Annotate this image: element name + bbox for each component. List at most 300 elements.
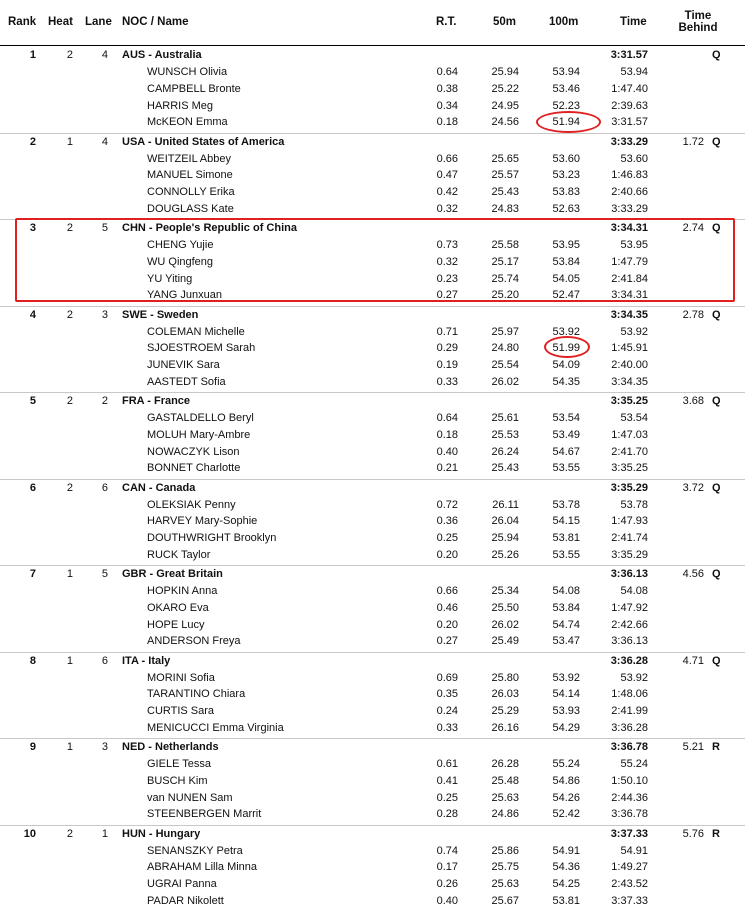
swimmer-m100: 54.14: [552, 688, 580, 701]
swimmer-m100: 54.36: [552, 861, 580, 874]
swimmer-m50: 25.63: [491, 791, 519, 804]
team-time: 3:36.78: [610, 741, 648, 753]
team-rank: 7: [29, 568, 36, 580]
swimmer-rt: 0.32: [436, 255, 458, 268]
swimmer-m100: 53.78: [552, 498, 580, 511]
team-noc: CAN - Canada: [122, 481, 196, 494]
team-time: 3:36.28: [610, 654, 648, 667]
swimmer-rt: 0.64: [436, 412, 458, 424]
swimmer-row: [0, 775, 745, 790]
swimmer-m100: 55.24: [552, 758, 580, 770]
swimmer-row: [0, 895, 745, 910]
team-row: [0, 741, 745, 756]
team-q: R: [712, 827, 720, 840]
team-row: [0, 482, 745, 497]
swimmer-name: CAMPBELL Bronte: [147, 82, 241, 95]
swimmer-m50: 26.02: [491, 618, 519, 631]
swimmer-rt: 0.74: [436, 844, 458, 857]
team-behind: 5.21: [682, 741, 704, 753]
swimmer-time: 2:40.66: [611, 186, 648, 199]
swimmer-m100: 53.46: [552, 82, 580, 95]
swimmer-name: RUCK Taylor: [147, 548, 211, 561]
team-heat: 2: [66, 395, 73, 407]
swimmer-m100: 51.99: [552, 342, 580, 355]
swimmer-time: 53.54: [620, 412, 648, 424]
header-noc-name: NOC / Name: [122, 16, 189, 28]
swimmer-m100: 54.91: [552, 844, 580, 857]
team-block: [0, 306, 745, 393]
swimmer-row: [0, 861, 745, 876]
team-block: [0, 652, 745, 739]
team-rank: 3: [29, 222, 36, 234]
swimmer-name: BUSCH Kim: [147, 774, 208, 787]
swimmer-rt: 0.64: [436, 66, 458, 78]
team-rank: 4: [29, 308, 36, 321]
team-block: [0, 133, 745, 220]
swimmer-m50: 25.61: [491, 412, 519, 424]
swimmer-m100: 53.94: [552, 66, 580, 78]
swimmer-m50: 25.94: [491, 66, 519, 78]
team-lane: 6: [101, 654, 108, 667]
swimmer-rt: 0.25: [436, 532, 458, 545]
swimmer-rt: 0.71: [436, 325, 458, 338]
swimmer-name: MANUEL Simone: [147, 169, 233, 182]
team-time: 3:34.35: [610, 308, 648, 321]
swimmer-name: HARRIS Meg: [147, 99, 214, 112]
team-behind: 5.76: [682, 827, 704, 840]
swimmer-rt: 0.20: [436, 618, 458, 631]
swimmer-row: [0, 758, 745, 773]
team-q: Q: [712, 308, 721, 321]
team-heat: 1: [66, 135, 73, 148]
swimmer-name: GIELE Tessa: [147, 758, 211, 770]
swimmer-m50: 25.20: [491, 289, 519, 302]
swimmer-m50: 24.83: [491, 202, 519, 215]
swimmer-row: [0, 688, 745, 703]
swimmer-rt: 0.66: [436, 152, 458, 165]
swimmer-rt: 0.18: [436, 116, 458, 129]
swimmer-name: YANG Junxuan: [147, 289, 223, 302]
swimmer-time: 2:40.00: [611, 359, 648, 372]
swimmer-m100: 53.49: [552, 428, 580, 441]
swimmer-row: [0, 672, 745, 687]
swimmer-time: 2:41.70: [611, 445, 648, 458]
swimmer-rt: 0.69: [436, 671, 458, 684]
swimmer-time: 2:44.36: [611, 791, 648, 804]
swimmer-m50: 25.75: [491, 861, 519, 874]
swimmer-time: 53.94: [620, 66, 648, 78]
team-heat: 2: [66, 308, 73, 321]
swimmer-m50: 25.17: [491, 255, 519, 268]
swimmer-rt: 0.24: [436, 705, 458, 718]
swimmer-m100: 53.55: [552, 462, 580, 475]
swimmer-m100: 54.86: [552, 774, 580, 787]
swimmer-m50: 25.53: [491, 428, 519, 441]
swimmer-m100: 54.74: [552, 618, 580, 631]
swimmer-m50: 25.74: [491, 272, 519, 285]
swimmer-time: 2:41.74: [611, 532, 648, 545]
header-50m: 50m: [493, 16, 517, 28]
team-q: Q: [712, 568, 721, 580]
swimmer-time: 3:35.25: [611, 462, 648, 475]
swimmer-time: 3:34.35: [611, 375, 648, 388]
swimmer-rt: 0.26: [436, 878, 458, 891]
team-lane: 3: [101, 741, 108, 753]
team-noc: AUS - Australia: [122, 49, 202, 61]
swimmer-name: TARANTINO Chiara: [147, 688, 246, 701]
swimmer-m50: 24.95: [491, 99, 519, 112]
swimmer-name: YU Yiting: [147, 272, 193, 285]
team-rank: 9: [29, 741, 36, 753]
swimmer-time: 54.08: [620, 585, 648, 597]
highlight-box-chn: [15, 218, 735, 302]
swimmer-m100: 54.15: [552, 515, 580, 528]
swimmer-row: [0, 845, 745, 860]
swimmer-rt: 0.46: [436, 601, 458, 614]
swimmer-m100: 53.81: [552, 532, 580, 545]
swimmer-m100: 52.23: [552, 99, 580, 112]
swimmer-name: WU Qingfeng: [147, 255, 214, 268]
swimmer-rt: 0.20: [436, 548, 458, 561]
swimmer-row: [0, 722, 745, 737]
swimmer-name: PADAR Nikolett: [147, 894, 224, 907]
swimmer-m50: 25.43: [491, 186, 519, 199]
team-noc: NED - Netherlands: [122, 741, 219, 753]
swimmer-time: 1:47.40: [611, 82, 648, 95]
team-rank: 5: [29, 395, 36, 407]
swimmer-row: [0, 635, 745, 650]
swimmer-row: [0, 429, 745, 444]
swimmer-time: 3:31.57: [611, 116, 648, 129]
swimmer-rt: 0.61: [436, 758, 458, 770]
team-time: 3:31.57: [610, 49, 648, 61]
swimmer-m100: 54.08: [552, 585, 580, 597]
swimmer-rt: 0.42: [436, 186, 458, 199]
team-heat: 1: [66, 568, 73, 580]
swimmer-name: van NUNEN Sam: [147, 791, 233, 804]
swimmer-m50: 25.34: [491, 585, 519, 597]
swimmer-m100: 52.42: [552, 808, 580, 821]
swimmer-time: 2:39.63: [611, 99, 648, 112]
swimmer-m100: 54.35: [552, 375, 580, 388]
team-time: 3:35.25: [610, 395, 648, 407]
header-rt: R.T.: [436, 16, 457, 28]
team-noc: CHN - People's Republic of China: [122, 222, 297, 234]
team-lane: 2: [101, 395, 108, 407]
swimmer-rt: 0.28: [436, 808, 458, 821]
swimmer-m50: 26.04: [491, 515, 519, 528]
swimmer-m100: 54.26: [552, 791, 580, 804]
swimmer-row: [0, 376, 745, 391]
header-heat: Heat: [48, 16, 73, 28]
team-q: R: [712, 741, 720, 753]
swimmer-rt: 0.25: [436, 791, 458, 804]
swimmer-rt: 0.33: [436, 721, 458, 734]
highlight-circle-mckeon: [536, 111, 601, 133]
header-rank: Rank: [8, 16, 37, 28]
swimmer-name: UGRAI Panna: [147, 878, 217, 891]
swimmer-m50: 25.22: [491, 82, 519, 95]
swimmer-row: [0, 515, 745, 530]
swimmer-time: 2:41.99: [611, 705, 648, 718]
swimmer-m50: 26.11: [492, 498, 519, 511]
team-behind: 1.72: [682, 135, 704, 148]
swimmer-time: 1:49.27: [611, 861, 648, 874]
swimmer-m100: 53.92: [552, 325, 580, 338]
swimmer-name: CURTIS Sara: [147, 705, 215, 718]
swimmer-rt: 0.73: [436, 239, 458, 251]
swimmer-name: NOWACZYK Lison: [147, 445, 240, 458]
swimmer-m100: 52.63: [552, 202, 580, 215]
swimmer-rt: 0.35: [436, 688, 458, 701]
swimmer-name: MORINI Sofia: [147, 671, 215, 684]
team-heat: 2: [66, 827, 73, 840]
swimmer-m100: 51.94: [552, 116, 580, 129]
swimmer-name: DOUTHWRIGHT Brooklyn: [147, 532, 277, 545]
swimmer-m50: 25.26: [491, 548, 519, 561]
team-q: Q: [712, 49, 721, 61]
swimmer-m50: 25.49: [491, 635, 519, 648]
team-heat: 2: [66, 222, 73, 234]
team-q: Q: [712, 395, 721, 407]
results-table: [0, 46, 745, 911]
team-lane: 4: [101, 135, 108, 148]
swimmer-row: [0, 83, 745, 98]
swimmer-rt: 0.29: [436, 342, 458, 355]
team-row: [0, 395, 745, 410]
swimmer-row: [0, 705, 745, 720]
swimmer-m100: 53.95: [552, 239, 580, 251]
swimmer-m100: 53.84: [552, 601, 580, 614]
team-behind: 2.78: [682, 308, 704, 321]
swimmer-m50: 24.86: [491, 808, 519, 821]
swimmer-row: [0, 153, 745, 168]
swimmer-m100: 53.81: [552, 894, 580, 907]
team-noc: FRA - France: [122, 395, 191, 407]
team-q: Q: [712, 135, 721, 148]
swimmer-m100: 53.60: [552, 152, 580, 165]
swimmer-rt: 0.72: [436, 498, 458, 511]
swimmer-m100: 53.47: [552, 635, 580, 648]
swimmer-name: GASTALDELLO Beryl: [147, 412, 254, 424]
team-time: 3:37.33: [610, 827, 648, 840]
team-block: [0, 825, 745, 912]
swimmer-rt: 0.38: [436, 82, 458, 95]
swimmer-name: COLEMAN Michelle: [147, 325, 245, 338]
swimmer-time: 53.95: [620, 239, 648, 251]
swimmer-m100: 53.55: [552, 548, 580, 561]
swimmer-name: MENICUCCI Emma Virginia: [147, 721, 284, 734]
swimmer-time: 1:48.06: [611, 688, 648, 701]
swimmer-row: [0, 462, 745, 477]
swimmer-row: [0, 532, 745, 547]
swimmer-rt: 0.23: [436, 272, 458, 285]
swimmer-rt: 0.33: [436, 375, 458, 388]
swimmer-row: [0, 203, 745, 218]
team-time: 3:35.29: [610, 481, 648, 494]
team-time: 3:36.13: [610, 568, 648, 580]
swimmer-m50: 24.80: [491, 342, 519, 355]
team-time: 3:34.31: [610, 222, 648, 234]
swimmer-row: [0, 116, 745, 131]
team-row: [0, 568, 745, 583]
swimmer-time: 53.60: [620, 152, 648, 165]
team-noc: SWE - Sweden: [122, 308, 199, 321]
swimmer-m50: 25.54: [491, 359, 519, 372]
swimmer-rt: 0.36: [436, 515, 458, 528]
swimmer-row: [0, 549, 745, 564]
swimmer-m50: 25.86: [491, 844, 519, 857]
swimmer-m50: 26.02: [491, 375, 519, 388]
swimmer-name: CHENG Yujie: [147, 239, 214, 251]
swimmer-rt: 0.19: [436, 359, 458, 372]
team-heat: 2: [66, 49, 73, 61]
team-behind: 3.72: [682, 481, 704, 494]
swimmer-m100: 53.84: [552, 255, 580, 268]
swimmer-m100: 54.25: [552, 878, 580, 891]
swimmer-m100: 53.83: [552, 186, 580, 199]
swimmer-m100: 53.93: [552, 705, 580, 718]
swimmer-row: [0, 602, 745, 617]
swimmer-m50: 25.50: [491, 601, 519, 614]
team-noc: USA - United States of America: [122, 135, 285, 148]
swimmer-name: SENANSZKY Petra: [147, 844, 243, 857]
header-time-behind: Time Behind: [678, 10, 718, 34]
results-header: [0, 0, 745, 46]
team-rank: 8: [29, 654, 36, 667]
swimmer-name: HARVEY Mary-Sophie: [147, 515, 258, 528]
swimmer-row: [0, 326, 745, 341]
team-row: [0, 655, 745, 670]
swimmer-rt: 0.34: [436, 99, 458, 112]
team-rank: 1: [29, 49, 36, 61]
swimmer-name: DOUGLASS Kate: [147, 202, 234, 215]
team-heat: 2: [66, 481, 73, 494]
swimmer-rt: 0.47: [436, 169, 458, 182]
header-time: Time: [620, 16, 647, 28]
team-heat: 1: [66, 741, 73, 753]
swimmer-time: 3:35.29: [611, 548, 648, 561]
team-q: Q: [712, 222, 721, 234]
swimmer-m100: 54.67: [552, 445, 580, 458]
team-block: [0, 479, 745, 566]
swimmer-name: JUNEVIK Sara: [147, 359, 220, 372]
swimmer-m50: 24.56: [491, 116, 519, 129]
swimmer-time: 1:45.91: [611, 342, 648, 355]
swimmer-m50: 25.48: [491, 774, 519, 787]
swimmer-row: [0, 359, 745, 374]
team-lane: 5: [101, 568, 108, 580]
swimmer-row: [0, 585, 745, 600]
swimmer-name: BONNET Charlotte: [147, 462, 241, 475]
swimmer-time: 2:42.66: [611, 618, 648, 631]
team-behind: 4.56: [682, 568, 704, 580]
swimmer-rt: 0.27: [436, 635, 458, 648]
swimmer-name: HOPKIN Anna: [147, 585, 218, 597]
team-block: [0, 738, 745, 825]
swimmer-row: [0, 446, 745, 461]
swimmer-m100: 54.09: [552, 359, 580, 372]
swimmer-row: [0, 186, 745, 201]
team-row: [0, 309, 745, 324]
swimmer-row: [0, 878, 745, 893]
team-row: [0, 49, 745, 64]
swimmer-name: MOLUH Mary-Ambre: [147, 428, 251, 441]
team-rank: 6: [29, 481, 36, 494]
team-noc: ITA - Italy: [122, 654, 171, 667]
swimmer-time: 53.92: [620, 325, 648, 338]
team-lane: 6: [101, 481, 108, 494]
header-100m: 100m: [549, 16, 579, 28]
swimmer-row: [0, 792, 745, 807]
swimmer-time: 53.92: [620, 671, 648, 684]
team-lane: 1: [101, 827, 108, 840]
swimmer-time: 2:43.52: [611, 878, 648, 891]
swimmer-time: 1:46.83: [611, 169, 648, 182]
swimmer-time: 1:50.10: [611, 774, 648, 787]
swimmer-rt: 0.40: [436, 445, 458, 458]
team-time: 3:33.29: [610, 135, 648, 148]
swimmer-row: [0, 169, 745, 184]
swimmer-m100: 53.92: [552, 671, 580, 684]
swimmer-m50: 25.80: [491, 671, 519, 684]
team-noc: GBR - Great Britain: [122, 568, 223, 580]
swimmer-name: STEENBERGEN Marrit: [147, 808, 262, 821]
swimmer-name: McKEON Emma: [147, 116, 228, 129]
swimmer-time: 2:41.84: [611, 272, 648, 285]
team-row: [0, 136, 745, 151]
swimmer-rt: 0.21: [436, 462, 458, 475]
swimmer-rt: 0.32: [436, 202, 458, 215]
swimmer-rt: 0.17: [436, 861, 458, 874]
swimmer-name: OKARO Eva: [147, 601, 209, 614]
team-noc: HUN - Hungary: [122, 827, 201, 840]
team-behind: 3.68: [682, 395, 704, 407]
swimmer-name: ABRAHAM Lilla Minna: [147, 861, 258, 874]
team-rank: 10: [23, 827, 36, 840]
swimmer-rt: 0.40: [436, 894, 458, 907]
team-block: [0, 565, 745, 652]
swimmer-rt: 0.66: [436, 585, 458, 597]
swimmer-time: 3:34.31: [611, 289, 648, 302]
swimmer-time: 1:47.93: [611, 515, 648, 528]
swimmer-m50: 25.67: [491, 894, 519, 907]
swimmer-m50: 26.16: [491, 721, 519, 734]
team-lane: 3: [101, 308, 108, 321]
header-lane: Lane: [85, 16, 112, 28]
swimmer-row: [0, 66, 745, 81]
swimmer-m50: 25.29: [491, 705, 519, 718]
swimmer-m100: 52.47: [552, 289, 580, 302]
team-block: [0, 392, 745, 479]
swimmer-m50: 25.94: [491, 532, 519, 545]
swimmer-time: 53.78: [620, 498, 648, 511]
swimmer-m100: 54.05: [552, 272, 580, 285]
swimmer-time: 3:37.33: [611, 894, 648, 907]
swimmer-row: [0, 342, 745, 357]
swimmer-row: [0, 619, 745, 634]
team-q: Q: [712, 654, 721, 667]
swimmer-m50: 26.24: [491, 445, 519, 458]
swimmer-row: [0, 412, 745, 427]
swimmer-time: 3:36.28: [611, 721, 648, 734]
swimmer-name: CONNOLLY Erika: [147, 186, 235, 199]
swimmer-time: 3:33.29: [611, 202, 648, 215]
team-block: [0, 46, 745, 133]
highlight-circle-sjoestroem: [544, 336, 590, 358]
swimmer-name: OLEKSIAK Penny: [147, 498, 236, 511]
swimmer-name: WUNSCH Olivia: [147, 66, 228, 78]
